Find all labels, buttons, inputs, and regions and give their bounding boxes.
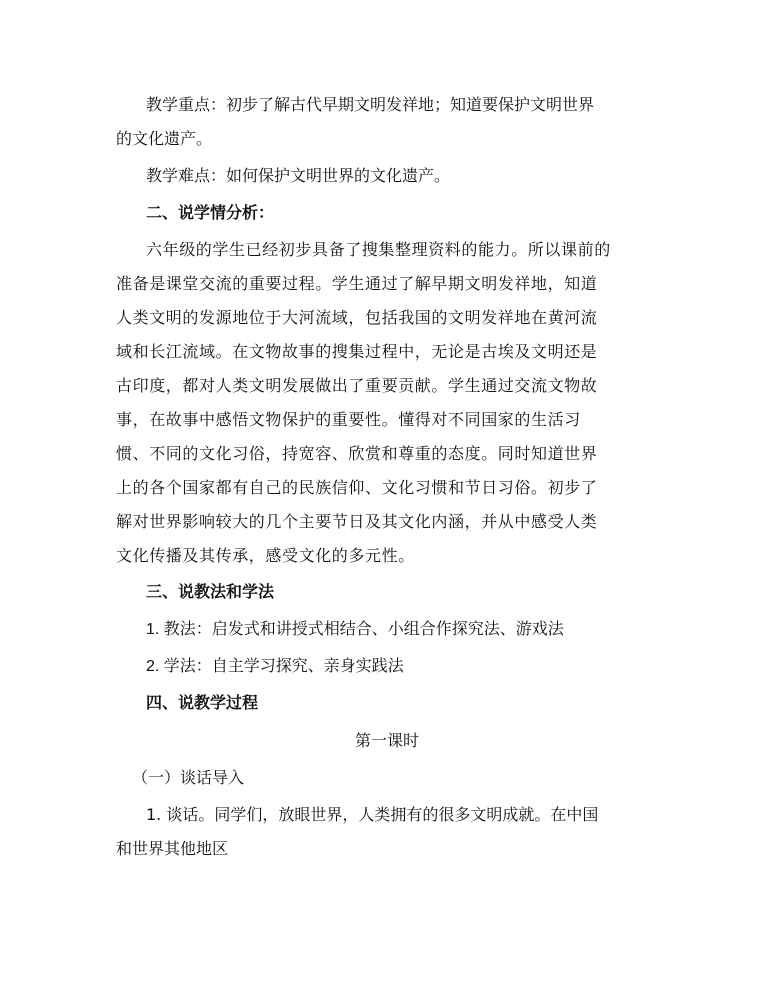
talk-paragraph <box>116 798 658 866</box>
teaching-focus-paragraph <box>116 88 658 156</box>
section-heading-methods: 三、说教法和学法 <box>146 584 275 601</box>
section-heading-student-analysis: 二、说学情分析： <box>146 203 275 222</box>
analysis-line: 上的各个国家都有自己的民族信仰、文化习惯和节日习俗。初步了 <box>116 478 598 497</box>
teaching-focus-line-2: 的文化遗产。 <box>116 129 213 148</box>
analysis-line: 准备是课堂交流的重要过程。学生通过了解早期文明发祥地，知道 <box>116 274 598 293</box>
teaching-focus-line-1: 教学重点：初步了解古代早期文明发祥地；知道要保护文明世界 <box>146 95 595 114</box>
section-heading-process: 四、说教学过程 <box>146 695 259 712</box>
analysis-line: 解对世界影响较大的几个主要节日及其文化内涵，并从中感受人类 <box>116 512 598 531</box>
learning-method-item: 2. 学法：自主学习探究、亲身实践法 <box>146 658 404 675</box>
talk-line-2: 和世界其他地区 <box>116 839 229 858</box>
student-analysis-paragraph <box>116 233 658 573</box>
analysis-line: 人类文明的发源地位于大河流域，包括我国的文明发祥地在黄河流 <box>116 308 598 327</box>
analysis-line: 域和长江流域。在文物故事的搜集过程中，无论是古埃及文明还是 <box>116 342 598 361</box>
analysis-line: 惯、不同的文化习俗，持宽容、欣赏和尊重的态度。同时知道世界 <box>116 444 598 463</box>
subsection-heading-intro: （一）谈话导入 <box>132 768 245 787</box>
teaching-method-item: 1. 教法：启发式和讲授式相结合、小组合作探究法、游戏法 <box>146 621 564 638</box>
teaching-difficulty: 教学难点：如何保护文明世界的文化遗产。 <box>146 166 451 185</box>
lesson-title: 第一课时 <box>354 731 419 750</box>
analysis-line: 古印度，都对人类文明发展做出了重要贡献。学生通过交流文物故 <box>116 376 598 395</box>
analysis-line: 六年级的学生已经初步具备了搜集整理资料的能力。所以课前的 <box>146 240 611 259</box>
analysis-line: 事，在故事中感悟文物保护的重要性。懂得对不同国家的生活习 <box>116 410 581 429</box>
talk-line-1: 1. 谈话。同学们，放眼世界，人类拥有的很多文明成就。在中国 <box>146 805 599 824</box>
analysis-line: 文化传播及其传承，感受文化的多元性。 <box>116 546 415 565</box>
